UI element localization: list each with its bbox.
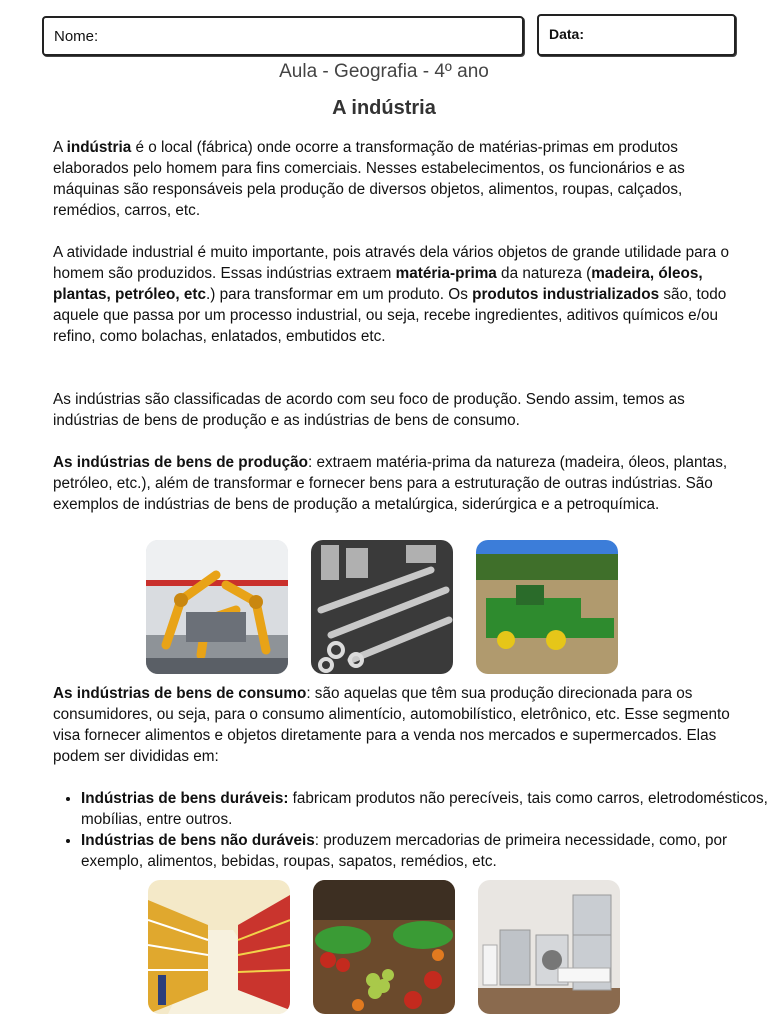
paragraph-classification: As indústrias são classificadas de acordo com seu foco de produção. Sendo assim, temos as indústrias de bens de produção e as indústrias de bens de consumo. xyxy=(53,391,685,429)
page-title: A indústria xyxy=(332,97,436,119)
harvester-field-photo xyxy=(476,540,618,674)
factory-robots-photo xyxy=(146,540,288,674)
supermarket-aisle-photo xyxy=(148,880,290,1014)
date-label: Data: xyxy=(549,26,585,42)
metal-parts-photo xyxy=(311,540,453,674)
lesson-subtitle: Aula - Geografia - 4º ano xyxy=(279,61,489,82)
paragraph-industrial-activity: A atividade industrial é muito importante, pois através dela vários objetos de grande utilidade para o homem são produzidos. Essas indústrias extraem matéria-prima da natureza (madeira, óleos, plantas, petróleo, etc.) para transformar em um produto. Os produtos industrializados são, todo aquele que passa por um processo industrial, ou seja, recebe ingredientes, aditivos químicos e/ou refino, como bolachas, enlatados, embutidos etc. xyxy=(53,244,730,345)
consumer-goods-list xyxy=(53,788,768,872)
paragraph-intro: A indústria é o local (fábrica) onde ocorre a transformação de matérias-primas em produtos elaborados pelo homem para fins comerciais. Nesses estabelecimentos, os funcionários e as máquinas são responsáveis pela produção de diversos objetos, alimentos, roupas, calçados, remédios, carros, etc. xyxy=(53,139,685,219)
name-field[interactable] xyxy=(42,16,524,56)
paragraph-consumer-goods: As indústrias de bens de consumo: são aquelas que têm sua produção direcionada para os consumidores, ou seja, para o consumo alimentício, automobilístico, eletrônico, etc. Esse segmento visa fornecer alimentos e objetos diretamente para a venda nos mercados e supermercados. Elas podem ser divididas em: xyxy=(53,685,730,765)
list-item: • Indústrias de bens duráveis: fabricam produtos não perecíveis, tais como carros, eletrodomésticos, mobílias, entre outros. xyxy=(81,788,768,830)
list-item: • Indústrias de bens não duráveis: produzem mercadorias de primeira necessidade, como, por exemplo, alimentos, bebidas, roupas, sapatos, remédios, etc. xyxy=(81,830,768,872)
vegetables-market-photo xyxy=(313,880,455,1014)
name-label: Nome: xyxy=(54,28,99,45)
paragraph-production-goods: As indústrias de bens de produção: extraem matéria-prima da natureza (madeira, óleos, plantas, petróleo, etc.), além de transformar e fornecer bens para a estruturação de outras indústrias. São exemplos de indústrias de bens de produção a metalúrgica, siderúrgica e a petroquímica. xyxy=(53,454,728,513)
date-field[interactable] xyxy=(537,14,736,56)
home-appliances-photo xyxy=(478,880,620,1014)
